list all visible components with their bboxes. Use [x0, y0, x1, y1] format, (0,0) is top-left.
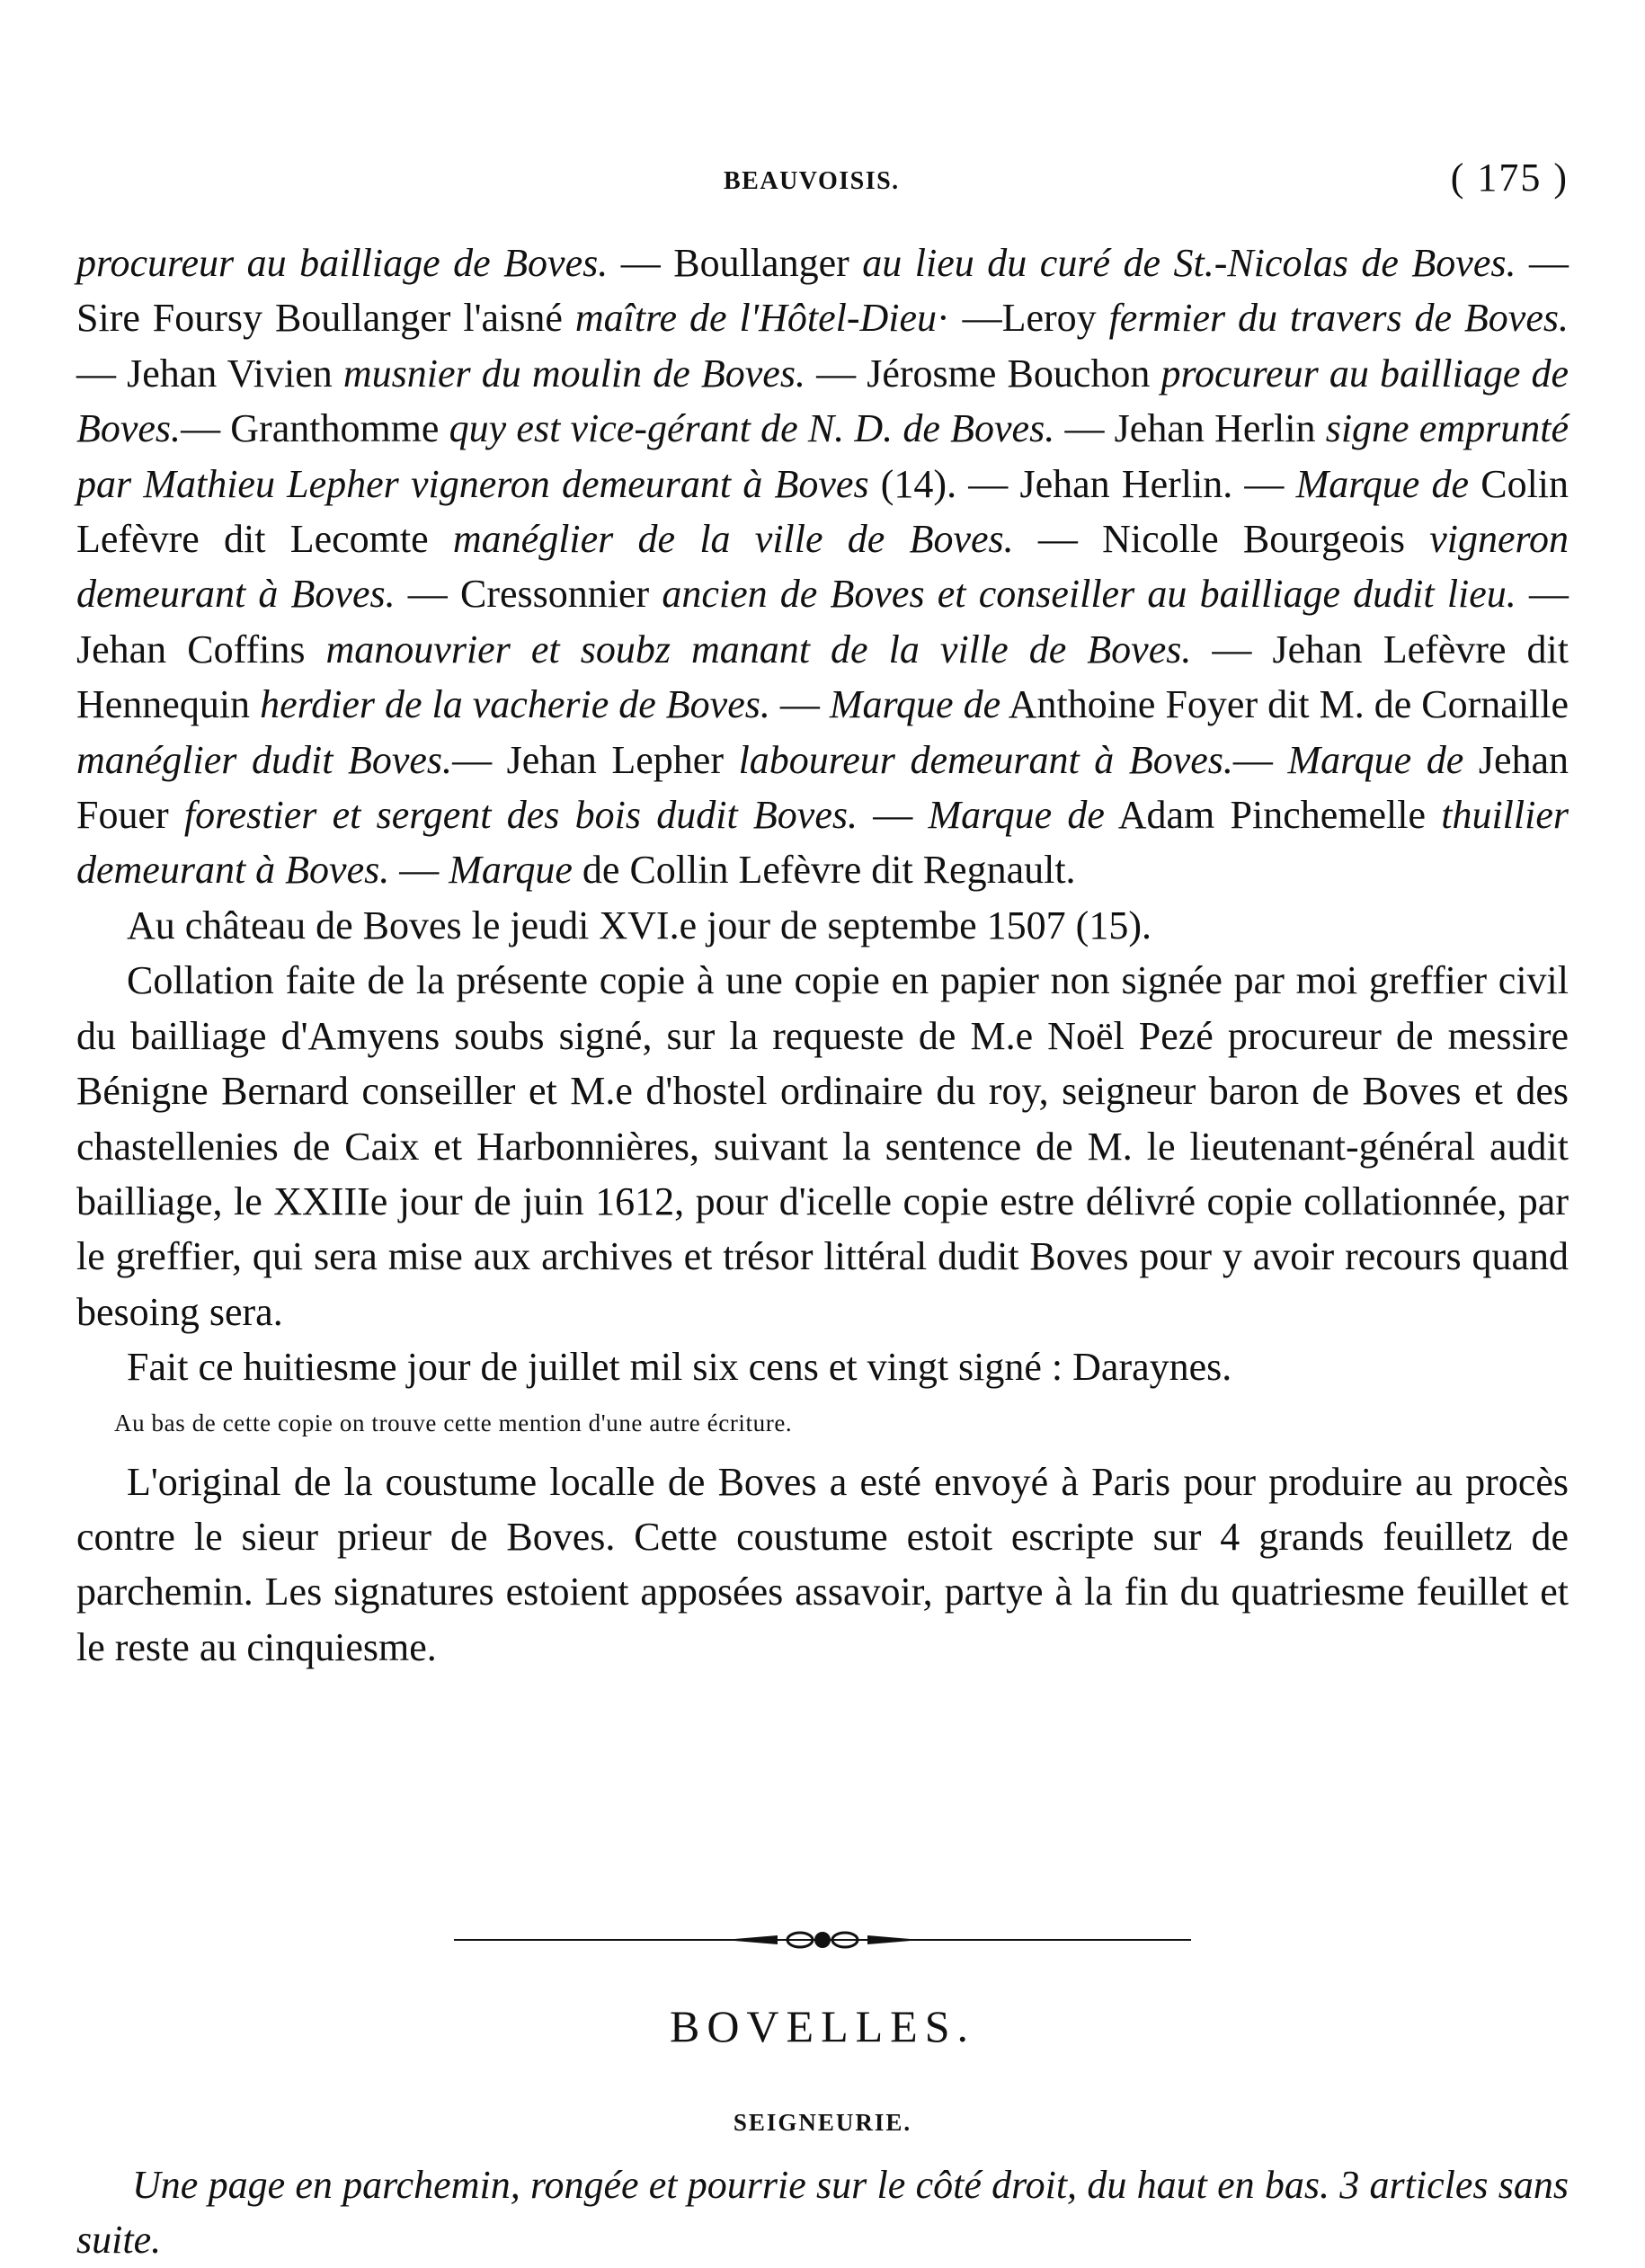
text-run: manéglier de la ville de Boves. — [452, 517, 1014, 562]
section-subtitle: SEIGNEURIE. — [733, 2109, 912, 2136]
ornamental-divider — [454, 1926, 1191, 1954]
text-run: (14). — Jehan Herlin. — — [868, 461, 1296, 506]
text-run: de Collin Lefèvre dit Regnault. — [572, 848, 1076, 893]
collation-paragraph: Collation faite de la présente copie à une copie en papier non signée par moi greffier civil du bailliage d'Amyens soubs signé, sur la requeste de M.e Noël Pezé procureur de messire Bénigne Bernard conseiller et M.e d'hostel ordinaire du roy, seigneur baron de Boves et des chastellenies de Caix et Harbonnières, suivant la sentence de M. le lieutenant-général audit bailliage, le XXIIIe jour de juin 1612, pour d'icelle copie estre délivré copie collationnée, par le greffier, qui sera mise aux archives et trésor littéral dudit Boves pour y avoir recours quand besoing sera. — [76, 958, 1569, 1334]
text-run: Adam Pinchemelle — [1104, 793, 1442, 838]
text-run: laboureur demeurant à Boves. — [738, 737, 1233, 782]
running-title: BEAUVOISIS. — [724, 167, 900, 195]
text-run: forestier et sergent des bois dudit Boves. — [183, 793, 858, 838]
signature-line: Fait ce huitiesme jour de juillet mil six cens et vingt signé : Daraynes. — [127, 1345, 1232, 1390]
text-run: — Jehan Vivien — [76, 351, 343, 396]
editorial-note: Au bas de cette copie on trouve cette mention d'une autre écriture. — [114, 1409, 793, 1436]
text-run: procureur au bailliage de Boves. — [76, 241, 609, 285]
text-run: — — [1232, 737, 1288, 782]
section-title: BOVELLES. — [669, 2001, 976, 2051]
text-run: herdier de la vacherie de Boves. — [260, 682, 770, 727]
section-description-text: Une page en parchemin, rongée et pourrie sur le côté droit, du haut en bas. 3 articles sans suite. — [76, 2163, 1569, 2263]
text-run: Jehan Fouer — [76, 737, 1569, 838]
text-run: Marque — [449, 848, 573, 893]
text-run: Colin Lefèvre dit Lecomte — [76, 461, 1569, 562]
text-run: manéglier dudit Boves. — [76, 737, 453, 782]
text-run: musnier du moulin de Boves. — [342, 351, 805, 396]
text-run: — Nicolle Bourgeois — [1013, 517, 1430, 562]
text-run: — Boullanger — [608, 241, 863, 285]
text-run: · —Leroy — [937, 296, 1109, 341]
text-run: — Cressonnier — [395, 572, 662, 617]
text-run: Marque de — [928, 793, 1105, 838]
main-text — [76, 236, 1569, 1675]
text-run: signe emprunté par Mathieu Lepher vigneron demeurant à Boves — [76, 406, 1569, 506]
text-run: — Sire Foursy Boullanger l'aisné — [76, 241, 1569, 341]
original-note-paragraph: L'original de la coustume localle de Boves a esté envoyé à Paris pour produire au procès contre le sieur prieur de Boves. Cette coustume estoit escripte sur 4 grands feuilletz de parchemin. Les signatures estoient apposées assavoir, partye à la fin du quatriesme feuillet et le reste au cinquiesme. — [76, 1459, 1569, 1669]
section-description — [76, 2157, 1569, 2268]
text-run: Marque de — [1287, 737, 1464, 782]
text-run: vigneron demeurant à Boves. — [76, 517, 1569, 617]
text-run: — — [769, 682, 830, 727]
text-run: — Granthomme — [181, 406, 449, 451]
text-run: Marque de — [1295, 461, 1470, 506]
text-run: — Jehan Lepher — [452, 737, 739, 782]
text-run: — — [389, 848, 449, 893]
text-run: Anthoine Foyer dit M. de Cornaille — [1000, 682, 1569, 727]
text-run: manouvrier et soubz manant de la ville de Boves. — [325, 627, 1192, 672]
page-number: ( 175 ) — [1450, 156, 1569, 200]
text-run: thuillier demeurant à Boves. — [76, 793, 1569, 893]
text-run: maître de l'Hôtel-Dieu — [574, 296, 938, 341]
text-run: — Jehan Coffins — [76, 572, 1569, 672]
text-run: Marque de — [829, 682, 1001, 727]
text-run: quy est vice-gérant de N. D. de Boves. — [449, 406, 1055, 451]
text-run: — Jehan Herlin — [1054, 406, 1326, 451]
text-run: — Jérosme Bouchon — [805, 351, 1161, 396]
text-run: fermier du travers de Boves. — [1108, 296, 1569, 341]
text-run: — — [857, 793, 929, 838]
signatories-paragraph — [76, 236, 1569, 898]
date-line: Au château de Boves le jeudi XVI.e jour de septembe 1507 (15). — [127, 903, 1152, 947]
text-run: au lieu du curé de St.-Nicolas de Boves. — [862, 241, 1516, 285]
text-run: ancien de Boves et conseiller au bailliage dudit lieu. — [662, 572, 1516, 617]
text-run: procureur au bailliage de Boves. — [76, 351, 1569, 451]
running-header — [76, 155, 1569, 205]
text-run: — Jehan Lefèvre dit Hennequin — [76, 627, 1569, 727]
